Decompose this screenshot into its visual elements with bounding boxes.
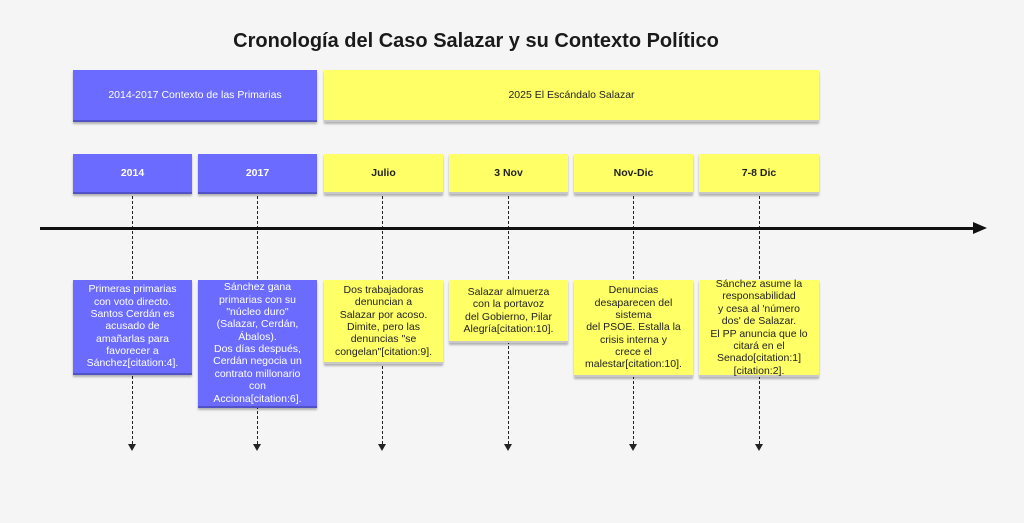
- period-2017: 2017: [198, 154, 317, 194]
- event-novdic-text: Denuncias desaparecen del sistema del PSOE. Estalla la crisis interna y crece el malestar[citation:10].: [585, 284, 682, 371]
- event-2014-text: Primeras primarias con voto directo. Santos Cerdán es acusado de amañarlas para favorecer a Sánchez[citation:4].: [86, 283, 179, 370]
- event-78dic: [699, 280, 819, 377]
- connector-arrow-78dic: [755, 444, 763, 451]
- event-78dic-text: Sánchez asume la responsabilidad y cesa al 'número dos' de Salazar. El PP anuncia que lo citará en el Senado[citation:1][citation:2].: [710, 278, 808, 377]
- timeline-axis-arrowhead: [973, 222, 987, 234]
- event-julio: [324, 280, 443, 364]
- connector-arrow-2014: [128, 444, 136, 451]
- period-julio: Julio: [324, 154, 443, 194]
- diagram-title: Cronología del Caso Salazar y su Contexto Político: [233, 30, 719, 52]
- event-2017-text: Sánchez gana primarias con su "núcleo duro" (Salazar, Cerdán, Ábalos). Dos días después, Cerdán negocia un contrato millonario con Acciona[citation:6].: [213, 281, 302, 405]
- section-scandal: 2025 El Escándalo Salazar: [324, 70, 819, 122]
- event-novdic: [574, 280, 693, 377]
- period-novdic: Nov-Dic: [574, 154, 693, 194]
- section-primaries: 2014-2017 Contexto de las Primarias: [73, 70, 317, 122]
- connector-arrow-novdic: [629, 444, 637, 451]
- event-2017: [198, 280, 317, 408]
- event-2014: [73, 280, 192, 375]
- period-3nov: 3 Nov: [449, 154, 568, 194]
- timeline-axis: [40, 227, 975, 230]
- connector-arrow-3nov: [504, 444, 512, 451]
- event-3nov-text: Salazar almuerza con la portavoz del Gobierno, Pilar Alegría[citation:10].: [463, 285, 554, 335]
- event-3nov: [449, 280, 568, 343]
- event-julio-text: Dos trabajadoras denuncian a Salazar por acoso. Dimite, pero las denuncias "se congelan"[citation:9].: [334, 283, 433, 358]
- period-78dic: 7-8 Dic: [699, 154, 819, 194]
- connector-arrow-2017: [253, 444, 261, 451]
- connector-arrow-julio: [378, 444, 386, 451]
- period-2014: 2014: [73, 154, 192, 194]
